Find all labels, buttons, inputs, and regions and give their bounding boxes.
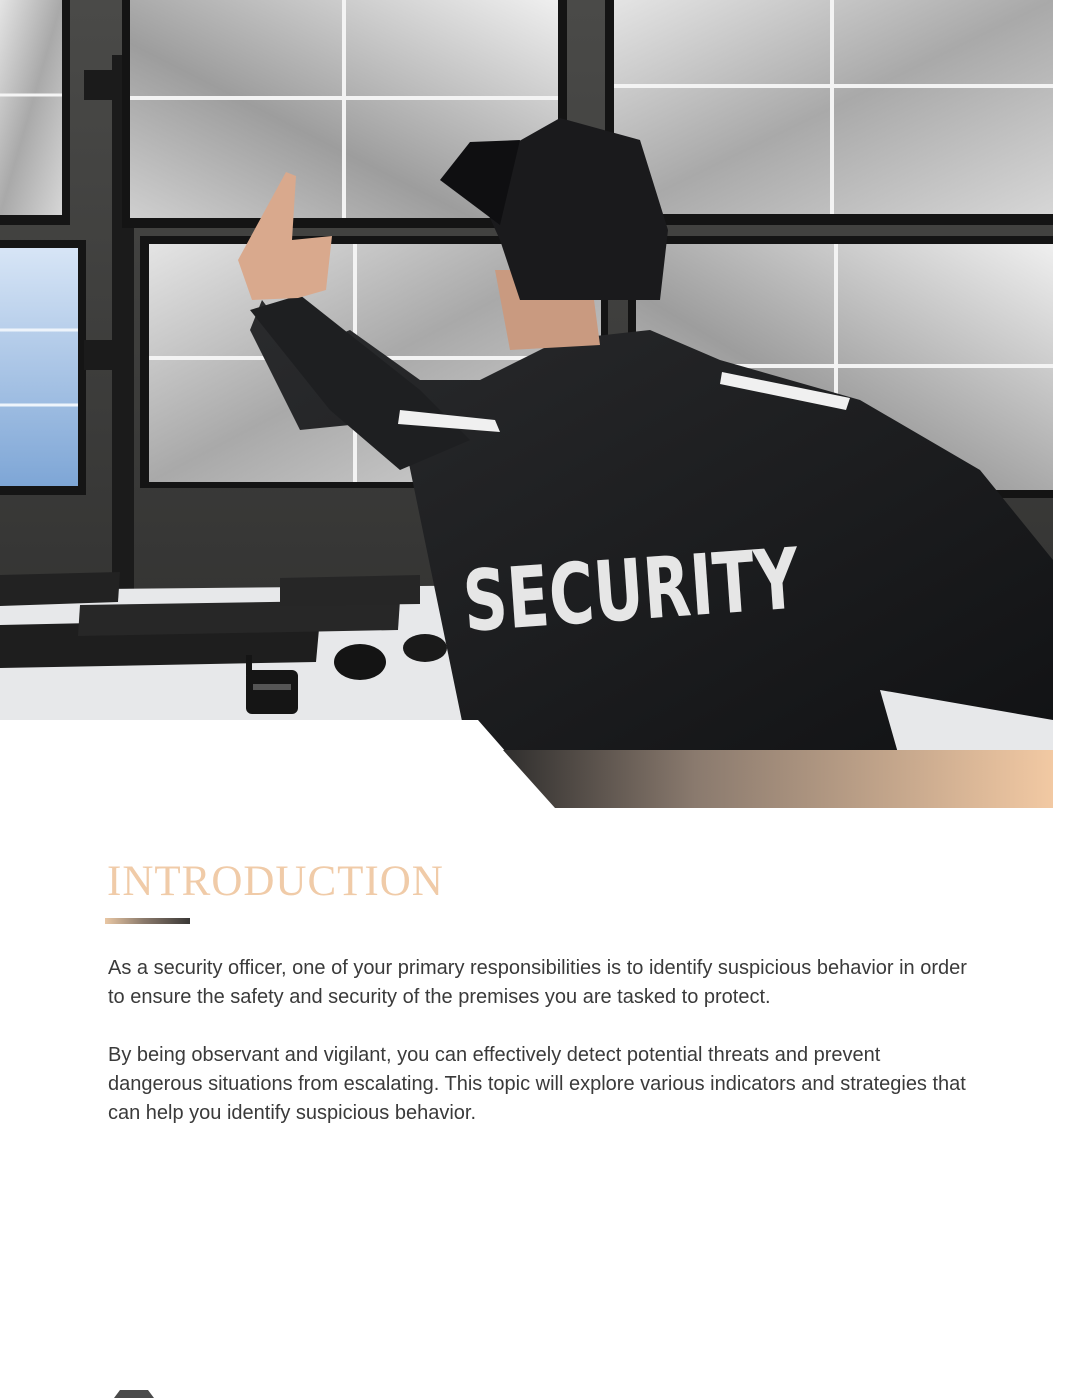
heading-underline <box>105 918 190 924</box>
jacket-print: SECURITY <box>460 520 928 651</box>
section-heading: INTRODUCTION <box>107 858 444 905</box>
logo-icon <box>112 1388 156 1398</box>
introduction-body <box>108 954 968 1157</box>
intro-paragraph: As a security officer, one of your primary responsibilities is to identify suspicious behavior in order to ensure the safety and security of the premises you are tasked to protect. <box>108 957 967 1008</box>
accent-bar <box>0 750 1053 808</box>
intro-paragraph: By being observant and vigilant, you can effectively detect potential threats and prevent dangerous situations from escalating. This topic will explore various indicators and strategies that can help you identify suspicious behavior. <box>108 1044 966 1124</box>
